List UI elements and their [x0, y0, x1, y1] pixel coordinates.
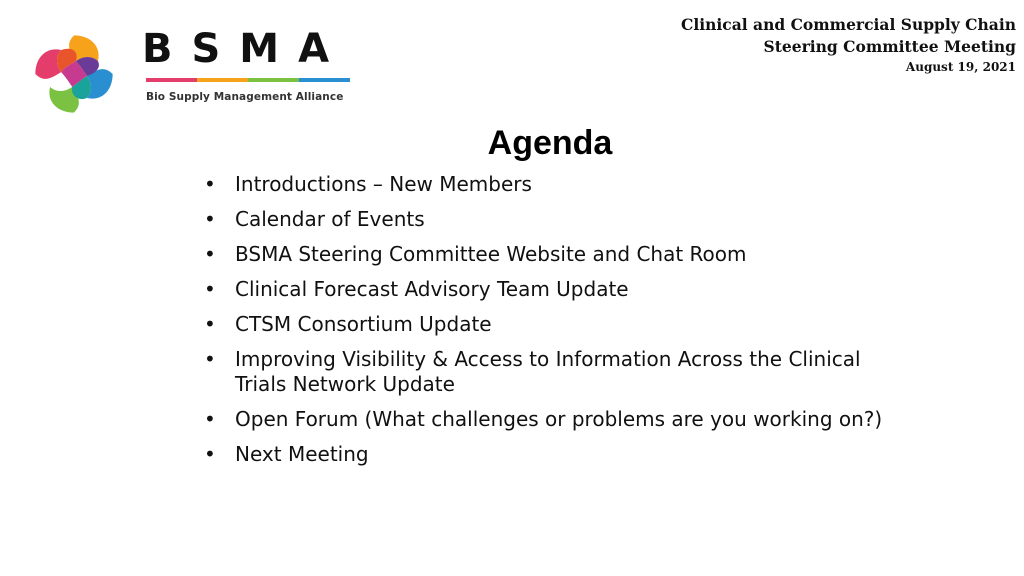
color-bar-segment [299, 78, 350, 82]
color-bar-segment [197, 78, 248, 82]
agenda-item: • Next Meeting [196, 442, 905, 467]
agenda-item: • Introductions – New Members [196, 172, 905, 197]
agenda-item: • Clinical Forecast Advisory Team Update [196, 277, 905, 302]
wordmark-text: BSMA [142, 26, 349, 72]
agenda-item: • Improving Visibility & Access to Information Across the Clinical Trials Network Update [196, 347, 905, 397]
meeting-date: August 19, 2021 [905, 60, 1016, 74]
wordmark-tagline: Bio Supply Management Alliance [146, 91, 344, 103]
bsma-wordmark [142, 26, 354, 106]
meeting-header [681, 14, 1016, 76]
agenda-item: • BSMA Steering Committee Website and Chat Room [196, 242, 905, 267]
agenda-item: • CTSM Consortium Update [196, 312, 905, 337]
agenda-item: • Calendar of Events [196, 207, 905, 232]
wordmark-color-bar [146, 78, 350, 82]
agenda-title: Agenda [487, 124, 613, 162]
agenda-list [196, 172, 916, 477]
bsma-logo-mark-icon [28, 28, 120, 120]
agenda-item: • Open Forum (What challenges or problems are you working on?) [196, 407, 905, 432]
color-bar-segment [146, 78, 197, 82]
meeting-title-line1: Clinical and Commercial Supply Chain [681, 15, 1016, 34]
meeting-title-line2: Steering Committee Meeting [763, 37, 1016, 56]
color-bar-segment [248, 78, 299, 82]
